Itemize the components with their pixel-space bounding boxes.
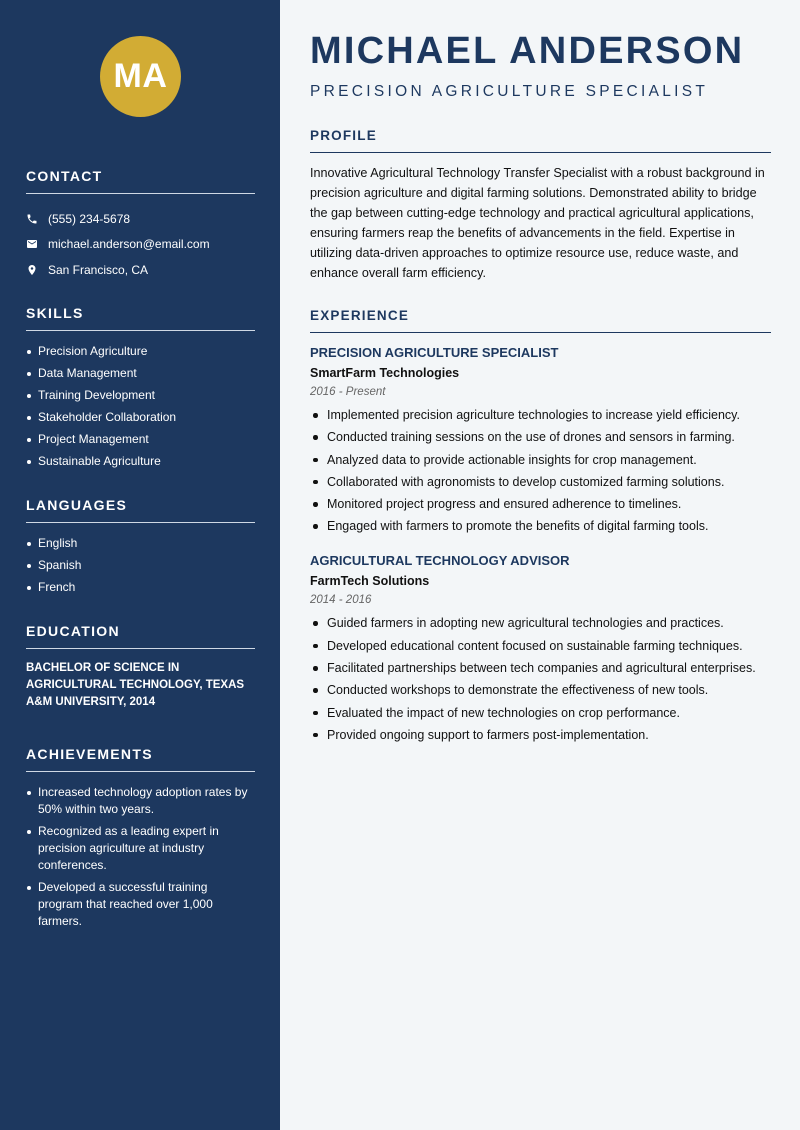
education-section xyxy=(26,623,255,711)
job-entry xyxy=(310,553,771,743)
skill-item: Stakeholder Collaboration xyxy=(26,409,255,426)
job-bullet: Conducted workshops to demonstrate the effectiveness of new tools. xyxy=(310,681,771,699)
skill-item: Sustainable Agriculture xyxy=(26,453,255,470)
contact-phone xyxy=(26,206,255,232)
job-bullet: Analyzed data to provide actionable insights for crop management. xyxy=(310,451,771,469)
language-item: French xyxy=(26,579,255,596)
job-bullets xyxy=(310,406,771,535)
sidebar xyxy=(0,0,280,1130)
achievements-list xyxy=(26,784,255,930)
job-bullet: Monitored project progress and ensured adherence to timelines. xyxy=(310,495,771,513)
candidate-title: PRECISION AGRICULTURE SPECIALIST xyxy=(310,83,709,100)
achievement-item: Recognized as a leading expert in precision agriculture at industry conferences. xyxy=(26,823,255,874)
job-entry xyxy=(310,345,771,535)
contact-list xyxy=(26,206,255,283)
education-heading: EDUCATION xyxy=(26,623,255,649)
email-text: michael.anderson@email.com xyxy=(48,237,210,252)
job-bullet: Collaborated with agronomists to develop customized farming solutions. xyxy=(310,473,771,491)
job-title: PRECISION AGRICULTURE SPECIALIST xyxy=(310,345,559,360)
job-bullet: Evaluated the impact of new technologies on crop performance. xyxy=(310,704,771,722)
location-text: San Francisco, CA xyxy=(48,262,149,277)
company-name: FarmTech Solutions xyxy=(310,574,430,589)
contact-section xyxy=(26,168,255,283)
languages-heading: LANGUAGES xyxy=(26,497,255,523)
avatar: MA xyxy=(100,36,181,117)
candidate-name: MICHAEL ANDERSON xyxy=(310,30,745,72)
job-bullet: Provided ongoing support to farmers post-implementation. xyxy=(310,726,771,744)
achievements-heading: ACHIEVEMENTS xyxy=(26,746,255,772)
contact-location xyxy=(26,257,255,283)
email-icon xyxy=(26,238,48,250)
profile-heading: PROFILE xyxy=(310,128,771,153)
achievement-item: Developed a successful training program that reached over 1,000 farmers. xyxy=(26,879,255,930)
job-bullet: Implemented precision agriculture technologies to increase yield efficiency. xyxy=(310,406,771,424)
job-title: AGRICULTURAL TECHNOLOGY ADVISOR xyxy=(310,553,570,569)
job-bullet: Guided farmers in adopting new agricultural technologies and practices. xyxy=(310,614,771,632)
skill-item: Precision Agriculture xyxy=(26,343,255,360)
contact-email xyxy=(26,232,255,258)
education-degree: BACHELOR OF SCIENCE IN AGRICULTURAL TECHNOLOGY, TEXAS A&M UNIVERSITY, 2014 xyxy=(26,662,245,708)
phone-icon xyxy=(26,213,48,225)
profile-text: Innovative Agricultural Technology Transfer Specialist with a robust background in precision agriculture and digital farming solutions. Demonstrated ability to bridge the gap between cutting-edge technology and practical agricultural applications, ensuring farmers reap the benefits of advancements in the field. Expertise in utilizing data-driven approaches to optimize resource use, reduce waste, and enhance overall farm efficiency. xyxy=(310,166,765,280)
experience-section xyxy=(310,308,771,748)
location-pin-icon xyxy=(26,264,48,276)
skill-item: Training Development xyxy=(26,387,255,404)
job-dates: 2016 - Present xyxy=(310,386,386,398)
achievements-section xyxy=(26,746,255,935)
skills-section xyxy=(26,305,255,475)
company-name: SmartFarm Technologies xyxy=(310,366,460,380)
skill-item: Project Management xyxy=(26,431,255,448)
job-bullet: Developed educational content focused on sustainable farming techniques. xyxy=(310,637,771,655)
job-bullet: Engaged with farmers to promote the benefits of digital farming tools. xyxy=(310,517,771,535)
languages-list xyxy=(26,535,255,596)
job-bullets xyxy=(310,614,771,743)
skills-list xyxy=(26,343,255,470)
job-dates: 2014 - 2016 xyxy=(310,594,372,607)
skill-item: Data Management xyxy=(26,365,255,382)
skills-heading: SKILLS xyxy=(26,305,255,331)
phone-text: (555) 234-5678 xyxy=(48,211,131,226)
language-item: Spanish xyxy=(26,557,255,574)
job-bullet: Facilitated partnerships between tech companies and agricultural enterprises. xyxy=(310,659,771,677)
achievement-item: Increased technology adoption rates by 50% within two years. xyxy=(26,784,255,818)
job-bullet: Conducted training sessions on the use of drones and sensors in farming. xyxy=(310,428,771,446)
profile-section xyxy=(310,128,771,283)
contact-heading: CONTACT xyxy=(26,168,255,194)
language-item: English xyxy=(26,535,255,552)
languages-section xyxy=(26,497,255,601)
experience-heading: EXPERIENCE xyxy=(310,308,771,333)
